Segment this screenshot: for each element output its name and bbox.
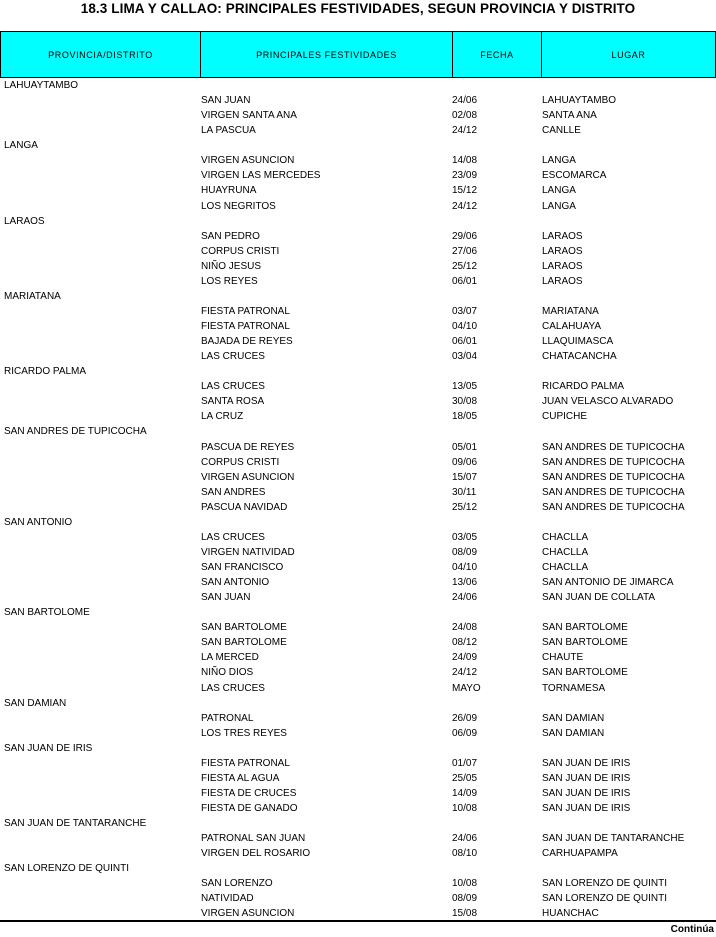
festivity-name: PASCUA NAVIDAD: [201, 501, 288, 513]
festivity-name: SAN FRANCISCO: [201, 562, 284, 573]
district-row: [0, 741, 716, 756]
district-name: SAN DAMIAN: [4, 697, 67, 709]
festivity-row: [0, 876, 716, 891]
festivity-date: 08/12: [452, 637, 478, 649]
festivity-date: 13/06: [452, 577, 478, 589]
header-provincia-distrito: PROVINCIA/DISTRITO: [1, 32, 201, 77]
festivity-place: LAHUAYTAMBO: [542, 95, 617, 107]
festivity-name: VIRGEN ASUNCION: [201, 471, 295, 483]
festivity-date: 08/10: [452, 848, 478, 860]
district-name: SAN JUAN DE TANTARANCHE: [4, 818, 147, 830]
festivity-date: 15/08: [452, 908, 478, 920]
festivity-name: VIRGEN NATIVIDAD: [201, 546, 295, 558]
district-name: LARAOS: [4, 215, 45, 227]
festivity-place: SAN ANTONIO DE JIMARCA: [542, 577, 674, 589]
district-row: [0, 424, 716, 439]
district-name: LANGA: [4, 140, 38, 152]
festivity-name: SAN ANDRES: [201, 486, 266, 498]
festivity-place: LARAOS: [542, 275, 583, 287]
festivity-row: [0, 183, 716, 198]
district-name: SAN ANDRES DE TUPICOCHA: [4, 426, 147, 438]
festivity-date: 30/08: [452, 396, 478, 408]
festivity-date: 30/11: [452, 486, 477, 498]
festivity-row: [0, 771, 716, 786]
festivity-date: 14/08: [452, 155, 478, 167]
festivity-date: 09/06: [452, 456, 478, 468]
festivity-date: 25/12: [452, 501, 478, 513]
festivity-row: [0, 93, 716, 108]
festivity-place: CALAHUAYA: [542, 321, 602, 332]
festivity-place: CHACLLA: [542, 531, 589, 543]
festivity-row: [0, 846, 716, 861]
festivity-place: SAN ANDRES DE TUPICOCHA: [542, 486, 685, 498]
festivity-place: SAN ANDRES DE TUPICOCHA: [542, 471, 685, 483]
festivity-place: RICARDO PALMA: [542, 381, 625, 393]
festivity-place: SAN BARTOLOME: [542, 667, 628, 679]
district-row: [0, 861, 716, 876]
festivity-name: PATRONAL: [201, 712, 254, 724]
festivity-row: [0, 530, 716, 545]
district-row: [0, 816, 716, 831]
festivity-name: VIRGEN DEL ROSARIO: [201, 848, 311, 860]
festivity-place: SAN ANDRES DE TUPICOCHA: [542, 456, 685, 468]
festivity-name: FIESTA AL AGUA: [201, 772, 280, 784]
festivity-name: FIESTA PATRONAL: [201, 757, 290, 769]
table-body: [0, 78, 716, 922]
festivity-place: SAN BARTOLOME: [542, 637, 628, 649]
festivity-date: 23/09: [452, 170, 478, 182]
festivity-date: 06/01: [452, 275, 478, 287]
festivity-row: [0, 319, 716, 334]
festivity-name: VIRGEN LAS MERCEDES: [201, 170, 321, 182]
festivity-row: [0, 440, 716, 455]
festivity-row: [0, 244, 716, 259]
festivity-row: [0, 153, 716, 168]
festivity-row: [0, 756, 716, 771]
district-row: [0, 364, 716, 379]
festivity-name: VIRGEN ASUNCION: [201, 155, 295, 167]
festivity-date: 24/06: [452, 95, 478, 107]
festivity-place: LANGA: [542, 155, 576, 167]
header-lugar: LUGAR: [611, 49, 646, 60]
festivity-name: PATRONAL SAN JUAN: [201, 833, 306, 845]
festivity-place: LARAOS: [542, 245, 583, 257]
festivity-name: LOS TRES REYES: [201, 727, 287, 739]
festivity-date: MAYO: [452, 682, 481, 694]
festivity-place: SAN LORENZO DE QUINTI: [542, 893, 668, 905]
festivity-place: SANTA ANA: [542, 110, 597, 122]
festivity-date: 04/10: [452, 562, 478, 573]
district-row: [0, 605, 716, 620]
festivity-name: SAN JUAN: [201, 592, 251, 604]
festivity-date: 27/06: [452, 245, 478, 257]
festivity-date: 04/10: [452, 321, 478, 332]
district-row: [0, 138, 716, 153]
festivity-place: SAN BARTOLOME: [542, 622, 628, 634]
festivity-name: FIESTA DE GANADO: [201, 803, 298, 814]
district-row: [0, 696, 716, 711]
festivity-place: CARHUAPAMPA: [542, 848, 618, 860]
festivity-place: SAN DAMIAN: [542, 712, 605, 724]
festivity-name: SAN JUAN: [201, 95, 251, 107]
district-name: SAN BARTOLOME: [4, 607, 90, 619]
festivity-place: LARAOS: [542, 260, 583, 272]
festivity-date: 13/05: [452, 381, 478, 393]
festivity-name: HUAYRUNA: [201, 185, 257, 197]
festivity-date: 24/06: [452, 592, 478, 604]
festivity-place: SAN JUAN DE TANTARANCHE: [542, 833, 685, 845]
festivity-date: 06/01: [452, 336, 478, 348]
festivity-row: [0, 650, 716, 665]
festivity-place: CHAUTE: [542, 652, 584, 664]
festivity-row: [0, 560, 716, 575]
festivity-row: [0, 545, 716, 560]
festivity-row: [0, 455, 716, 470]
festivity-date: 24/12: [452, 667, 478, 679]
festivity-date: 10/08: [452, 803, 478, 814]
festivity-name: SAN LORENZO: [201, 878, 273, 890]
district-name: MARIATANA: [4, 290, 61, 302]
festivity-place: SAN DAMIAN: [542, 727, 605, 739]
festivity-place: SAN JUAN DE IRIS: [542, 772, 631, 784]
district-row: [0, 289, 716, 304]
district-name: RICARDO PALMA: [4, 366, 87, 378]
festivity-date: 24/12: [452, 125, 478, 137]
festivity-name: SAN BARTOLOME: [201, 637, 287, 649]
festivity-row: [0, 349, 716, 364]
festivity-name: VIRGEN ASUNCION: [201, 908, 295, 920]
festivity-date: 03/07: [452, 305, 478, 317]
festivity-place: LLAQUIMASCA: [542, 336, 614, 348]
header-festividades: PRINCIPALES FESTIVIDADES: [201, 32, 453, 77]
festivity-place: JUAN VELASCO ALVARADO: [542, 396, 674, 408]
festivity-name: FIESTA PATRONAL: [201, 321, 290, 332]
festivity-row: [0, 620, 716, 635]
festivity-name: NATIVIDAD: [201, 893, 254, 905]
festivity-date: 29/06: [452, 230, 478, 242]
header-fecha: FECHA: [453, 32, 542, 77]
festivity-name: LOS REYES: [201, 275, 258, 287]
festivity-row: [0, 665, 716, 680]
festivity-row: [0, 500, 716, 515]
festivity-date: 24/06: [452, 833, 478, 845]
festivity-row: [0, 334, 716, 349]
festivity-place: SAN ANDRES DE TUPICOCHA: [542, 501, 685, 513]
festivity-row: [0, 168, 716, 183]
festivity-place: CHATACANCHA: [542, 351, 617, 363]
festivity-name: PASCUA DE REYES: [201, 441, 295, 453]
festivity-name: LAS CRUCES: [201, 531, 265, 543]
bottom-rule: [0, 920, 716, 922]
festivity-name: NIÑO JESUS: [201, 260, 262, 272]
festivity-place: SAN JUAN DE IRIS: [542, 787, 631, 799]
festivity-place: ESCOMARCA: [542, 170, 607, 182]
festivity-place: LANGA: [542, 185, 576, 197]
festivity-date: 24/09: [452, 652, 478, 664]
festivity-row: [0, 891, 716, 906]
festivity-name: LAS CRUCES: [201, 682, 265, 694]
festivity-date: 10/08: [452, 878, 478, 890]
festivity-row: [0, 409, 716, 424]
festivity-row: [0, 199, 716, 214]
festivity-name: LOS NEGRITOS: [201, 200, 276, 212]
festivity-date: 05/01: [452, 441, 478, 453]
festivity-date: 02/08: [452, 110, 478, 122]
festivity-name: SAN ANTONIO: [201, 577, 270, 589]
festivity-place: SAN LORENZO DE QUINTI: [542, 878, 668, 890]
continued-note: Continúa: [670, 924, 714, 935]
festivity-row: [0, 711, 716, 726]
festivity-name: LA MERCED: [201, 652, 259, 664]
festivity-name: NIÑO DIOS: [201, 667, 254, 679]
festivity-row: [0, 681, 716, 696]
festivity-date: 08/09: [452, 546, 478, 558]
festivity-place: SAN ANDRES DE TUPICOCHA: [542, 441, 685, 453]
festivity-name: LAS CRUCES: [201, 351, 265, 363]
festivity-name: LA PASCUA: [201, 125, 256, 137]
festivity-date: 14/09: [452, 787, 478, 799]
festivity-date: 24/12: [452, 200, 478, 212]
festivity-name: FIESTA DE CRUCES: [201, 787, 297, 799]
festivity-date: 01/07: [452, 757, 478, 769]
festivity-date: 15/07: [452, 471, 478, 483]
festivity-name: VIRGEN SANTA ANA: [201, 110, 297, 122]
festivity-place: CHACLLA: [542, 546, 589, 558]
festivity-row: [0, 108, 716, 123]
festivity-row: [0, 635, 716, 650]
festivity-name: LAS CRUCES: [201, 381, 265, 393]
festivity-row: [0, 229, 716, 244]
festivity-row: [0, 470, 716, 485]
festivity-place: CUPICHE: [542, 411, 588, 423]
festivity-place: HUANCHAC: [542, 908, 599, 920]
festivity-row: [0, 726, 716, 741]
festivity-row: [0, 575, 716, 590]
festivity-name: BAJADA DE REYES: [201, 336, 293, 348]
festivity-row: [0, 801, 716, 816]
festivity-row: [0, 304, 716, 319]
festivity-place: SAN JUAN DE COLLATA: [542, 592, 655, 604]
festivity-row: [0, 379, 716, 394]
festivity-row: [0, 590, 716, 605]
festivity-place: LANGA: [542, 200, 576, 212]
festivity-place: SAN JUAN DE IRIS: [542, 757, 631, 769]
table-header: [0, 31, 716, 78]
district-name: LAHUAYTAMBO: [4, 80, 79, 91]
festivity-row: [0, 123, 716, 138]
festivity-name: SAN BARTOLOME: [201, 622, 287, 634]
festivity-date: 08/09: [452, 893, 478, 905]
festivity-name: SAN PEDRO: [201, 230, 260, 242]
district-row: [0, 214, 716, 229]
festivity-name: LA CRUZ: [201, 411, 244, 423]
festivity-name: CORPUS CRISTI: [201, 456, 280, 468]
festivity-row: [0, 831, 716, 846]
festivity-place: SAN JUAN DE IRIS: [542, 803, 631, 814]
festivity-place: CANLLE: [542, 125, 581, 137]
festivity-date: 15/12: [452, 185, 478, 197]
district-row: [0, 78, 716, 93]
festivity-date: 06/09: [452, 727, 478, 739]
festivity-date: 03/04: [452, 351, 478, 363]
festivity-row: [0, 485, 716, 500]
festivity-date: 25/05: [452, 772, 478, 784]
festivity-row: [0, 786, 716, 801]
festivity-place: TORNAMESA: [542, 682, 606, 694]
district-row: [0, 515, 716, 530]
district-name: SAN ANTONIO: [4, 516, 73, 528]
festivity-name: CORPUS CRISTI: [201, 245, 280, 257]
festivity-date: 03/05: [452, 531, 478, 543]
festivity-place: MARIATANA: [542, 305, 599, 317]
festivity-row: [0, 259, 716, 274]
festivity-name: FIESTA PATRONAL: [201, 305, 290, 317]
festivity-date: 26/09: [452, 712, 478, 724]
festivity-row: [0, 274, 716, 289]
festivity-place: LARAOS: [542, 230, 583, 242]
festivity-name: SANTA ROSA: [201, 396, 265, 408]
festivity-date: 24/08: [452, 622, 478, 634]
district-name: SAN JUAN DE IRIS: [4, 742, 93, 754]
district-name: SAN LORENZO DE QUINTI: [4, 863, 130, 875]
festivity-date: 18/05: [452, 411, 478, 423]
festivity-place: CHACLLA: [542, 562, 589, 573]
page-title: 18.3 LIMA Y CALLAO: PRINCIPALES FESTIVIDADES, SEGUN PROVINCIA Y DISTRITO: [80, 1, 636, 16]
festivity-row: [0, 394, 716, 409]
festivity-date: 25/12: [452, 260, 478, 272]
